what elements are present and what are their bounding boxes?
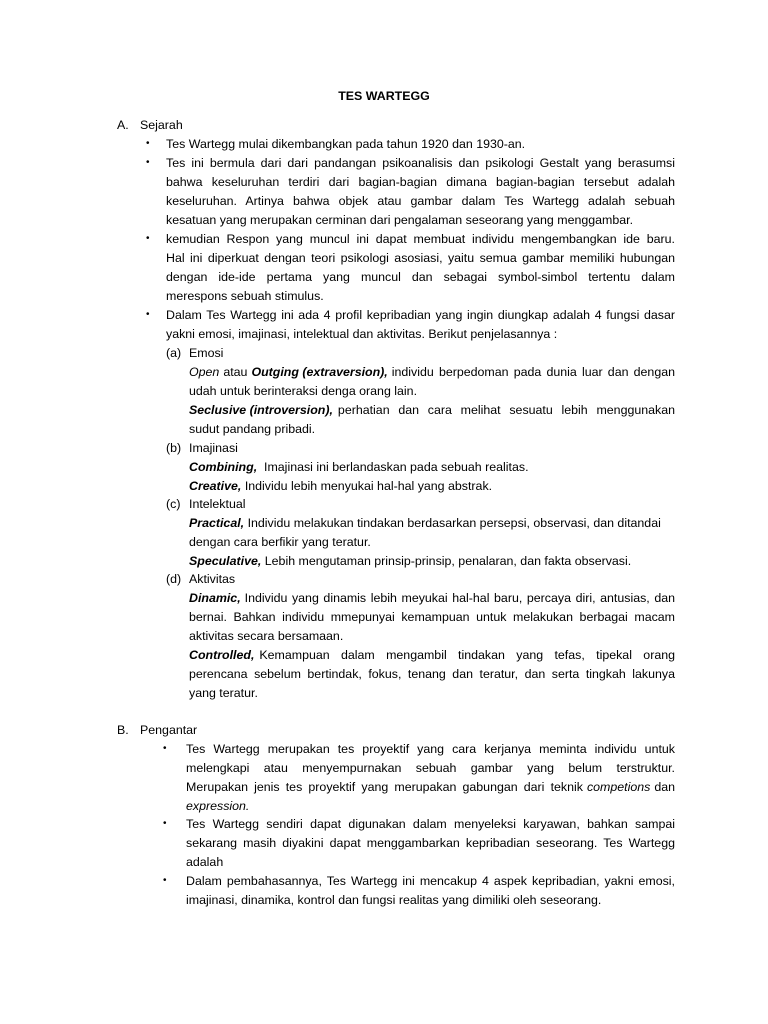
document-title: TES WARTEGG	[338, 89, 430, 103]
term: Open	[189, 365, 220, 379]
list-item-line: melengkapi atau menyempurnakan sebuah gambar yang belum terstruktur.	[186, 761, 675, 775]
term: Speculative,	[189, 554, 262, 568]
italic-term: competions	[586, 780, 651, 794]
definition-text: individu berpedoman pada dunia luar dan dengan	[391, 365, 675, 379]
list-item-line: Dalam pembahasannya, Tes Wartegg ini mencakup 4 aspek kepribadian, yakni emosi,	[186, 874, 675, 888]
definition-line: yang teratur.	[189, 686, 258, 700]
definition-line	[189, 553, 631, 569]
list-item-line: kesatuan yang merupakan cerminan dari pengalaman seseorang yang menggambar.	[166, 213, 634, 227]
subsection-heading: Emosi	[189, 346, 224, 360]
bullet-icon: •	[163, 743, 167, 754]
term: Combining,	[189, 460, 258, 474]
definition-line	[189, 459, 529, 475]
definition-text: Lebih mengutaman prinsip-prinsip, penalaran, dan fakta observasi.	[264, 554, 632, 568]
list-item-line: Tes Wartegg merupakan tes proyektif yang cara kerjanya meminta individu untuk	[186, 742, 675, 756]
definition-text: Individu lebih menyukai hal-hal yang abstrak.	[244, 479, 493, 493]
subsection-heading: Imajinasi	[189, 441, 238, 455]
term: Seclusive (introversion),	[189, 403, 333, 417]
joiner: atau	[223, 365, 248, 379]
list-item-line: yakni emosi, imajinasi, intelektual dan aktivitas. Berikut penjelasannya :	[166, 327, 558, 341]
subsection-label: (a)	[166, 346, 182, 360]
definition-line: aktivitas secara bersamaan.	[189, 629, 344, 643]
definition-text: Individu yang dinamis lebih meyukai hal-hal baru, percaya diri, antusias, dan	[244, 591, 675, 605]
term: Controlled,	[189, 648, 255, 662]
term: Dinamic,	[189, 591, 241, 605]
definition-line	[189, 590, 675, 606]
list-item-line	[186, 779, 675, 795]
subsection-label: (b)	[166, 441, 182, 455]
definition-line	[189, 515, 661, 531]
section-b-letter: B.	[117, 723, 129, 737]
definition-text: Individu melakukan tindakan berdasarkan persepsi, observasi, dan ditandai	[247, 516, 661, 530]
definition-line: udah untuk berinteraksi denga orang lain.	[189, 384, 418, 398]
definition-line: dengan cara berfikir yang teratur.	[189, 535, 371, 549]
definition-line	[189, 647, 675, 663]
definition-line	[189, 478, 492, 494]
list-item-line: adalah	[186, 855, 224, 869]
list-item-line: bahwa keseluruhan terdiri dari bagian-bagian dimana bagian-bagian tersebut adalah	[166, 175, 675, 189]
bullet-icon: •	[146, 233, 150, 244]
definition-line: bernai. Bahkan individu mmepunyai kemampuan untuk melakukan berbagai macam	[189, 610, 675, 624]
section-b-heading: Pengantar	[140, 723, 198, 737]
subsection-label: (d)	[166, 572, 182, 586]
subsection-heading: Aktivitas	[189, 572, 236, 586]
list-item: Tes Wartegg mulai dikembangkan pada tahun 1920 dan 1930-an.	[166, 137, 526, 151]
bullet-icon: •	[163, 818, 167, 829]
bullet-icon: •	[146, 138, 150, 149]
subsection-label: (c)	[166, 497, 181, 511]
bullet-icon: •	[146, 157, 150, 168]
term: Creative,	[189, 479, 242, 493]
bullet-icon: •	[146, 309, 150, 320]
list-item-line: Tes Wartegg sendiri dapat digunakan dalam menyeleksi karyawan, bahkan sampai	[186, 817, 675, 831]
bullet-icon: •	[163, 875, 167, 886]
section-a-letter: A.	[117, 118, 129, 132]
list-item-line: Tes ini bermula dari dari pandangan psikoanalisis dan psikologi Gestalt yang berasumsi	[166, 156, 675, 170]
term: Outging (extraversion),	[251, 365, 388, 379]
definition-line	[189, 402, 675, 418]
list-item-line: sekarang masih diyakini dapat menggambarkan kepribadian seseorang. Tes Wartegg	[186, 836, 675, 850]
list-item-text: Merupakan jenis tes proyektif yang merupakan gabungan dari teknik	[186, 780, 583, 794]
list-item-line: merespons sebuah stimulus.	[166, 289, 324, 303]
term: Practical,	[189, 516, 245, 530]
subsection-heading: Intelektual	[189, 497, 246, 511]
list-item-text: dan	[654, 780, 675, 794]
definition-line: perencana sebelum bertindak, fokus, tenang dan teratur, dan serta tingkah lakunya	[189, 667, 675, 681]
definition-line: sudut pandang pribadi.	[189, 422, 316, 436]
list-item-line: keseluruhan. Artinya bahwa objek atau gambar dalam Tes Wartegg adalah sebuah	[166, 194, 675, 208]
list-item-line: Dalam Tes Wartegg ini ada 4 profil kepribadian yang ingin diungkap adalah 4 fungsi dasar	[166, 308, 675, 322]
section-a-heading: Sejarah	[140, 118, 183, 132]
list-item-line: expression.	[186, 799, 250, 813]
list-item-line: dengan ide-ide pertama yang muncul dan sebagai symbol-simbol tertentu dalam	[166, 270, 675, 284]
list-item-line: Hal ini diperkuat dengan teori psikologi asosiasi, yaitu semua gambar memiliki hubungan	[166, 251, 675, 265]
definition-line	[189, 364, 675, 380]
definition-text: Imajinasi ini berlandaskan pada sebuah realitas.	[264, 460, 529, 474]
list-item-line: kemudian Respon yang muncul ini dapat membuat individu mengembangkan ide baru.	[166, 232, 675, 246]
list-item-line: imajinasi, dinamika, kontrol dan fungsi realitas yang dimiliki oleh seseorang.	[186, 893, 602, 907]
definition-text: perhatian dan cara melihat sesuatu lebih menggunakan	[337, 403, 675, 417]
definition-text: Kemampuan dalam mengambil tindakan yang tefas, tipekal orang	[259, 648, 675, 662]
